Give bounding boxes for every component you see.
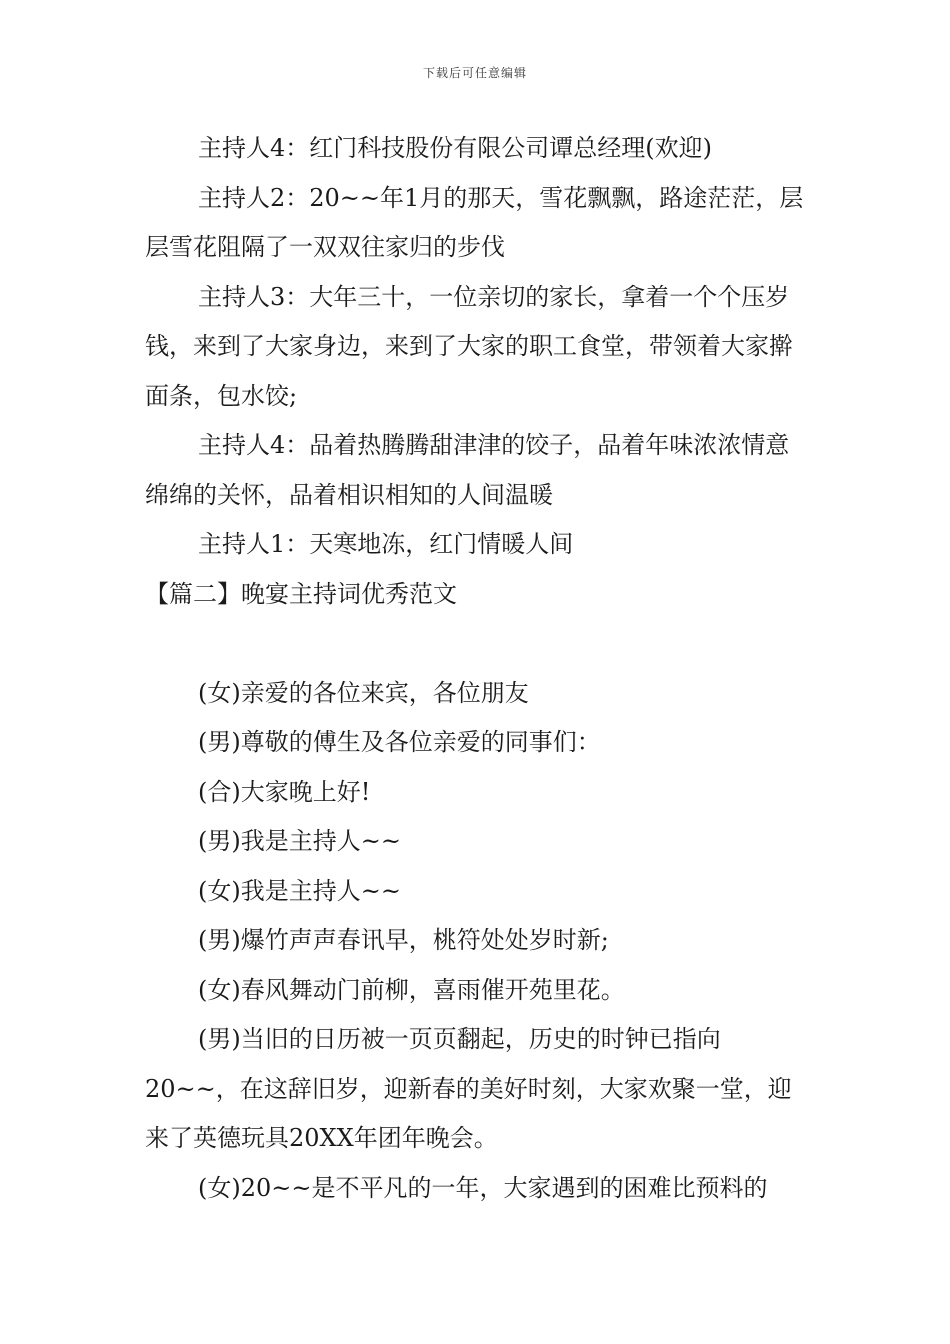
paragraph: (女)春风舞动门前柳，喜雨催开苑里花。: [198, 975, 625, 1004]
section-heading: 【篇二】晚宴主持词优秀范文: [145, 579, 457, 608]
blank-line: [145, 619, 810, 669]
paragraph: 主持人1：天寒地冻，红门情暖人间: [198, 530, 574, 558]
paragraph: (合)大家晚上好!: [198, 777, 371, 806]
paragraph: 主持人2：20~~年1月的那天，雪花飘飘，路途茫茫，层层雪花阻隔了一双双往家归的步伐: [145, 183, 804, 261]
paragraph: 主持人4：品着热腾腾甜津津的饺子，品着年味浓浓情意绵绵的关怀，品着相识相知的人间温暖: [145, 431, 790, 509]
document-body: [145, 124, 810, 1213]
paragraph: 主持人4：红门科技股份有限公司谭总经理(欢迎): [198, 134, 712, 162]
paragraph: (男)我是主持人~~: [198, 827, 401, 855]
paragraph: 主持人3：大年三十，一位亲切的家长，拿着一个个压岁钱，来到了大家身边，来到了大家的职工食堂，带领着大家擀面条，包水饺;: [145, 282, 793, 410]
paragraph: (男)当旧的日历被一页页翻起，历史的时钟已指向20~~，在这辞旧岁，迎新春的美好时刻，大家欢聚一堂，迎来了英德玩具20XX年团年晚会。: [145, 1025, 792, 1152]
paragraph: (女)20~~是不平凡的一年，大家遇到的困难比预料的: [198, 1173, 768, 1202]
page-header: 下载后可任意编辑: [422, 66, 527, 80]
paragraph: (男)爆竹声声春讯早，桃符处处岁时新;: [198, 926, 609, 954]
paragraph: (女)我是主持人~~: [198, 876, 401, 905]
paragraph: (男)尊敬的傅生及各位亲爱的同事们：: [198, 728, 601, 756]
paragraph: (女)亲爱的各位来宾，各位朋友: [198, 678, 529, 707]
